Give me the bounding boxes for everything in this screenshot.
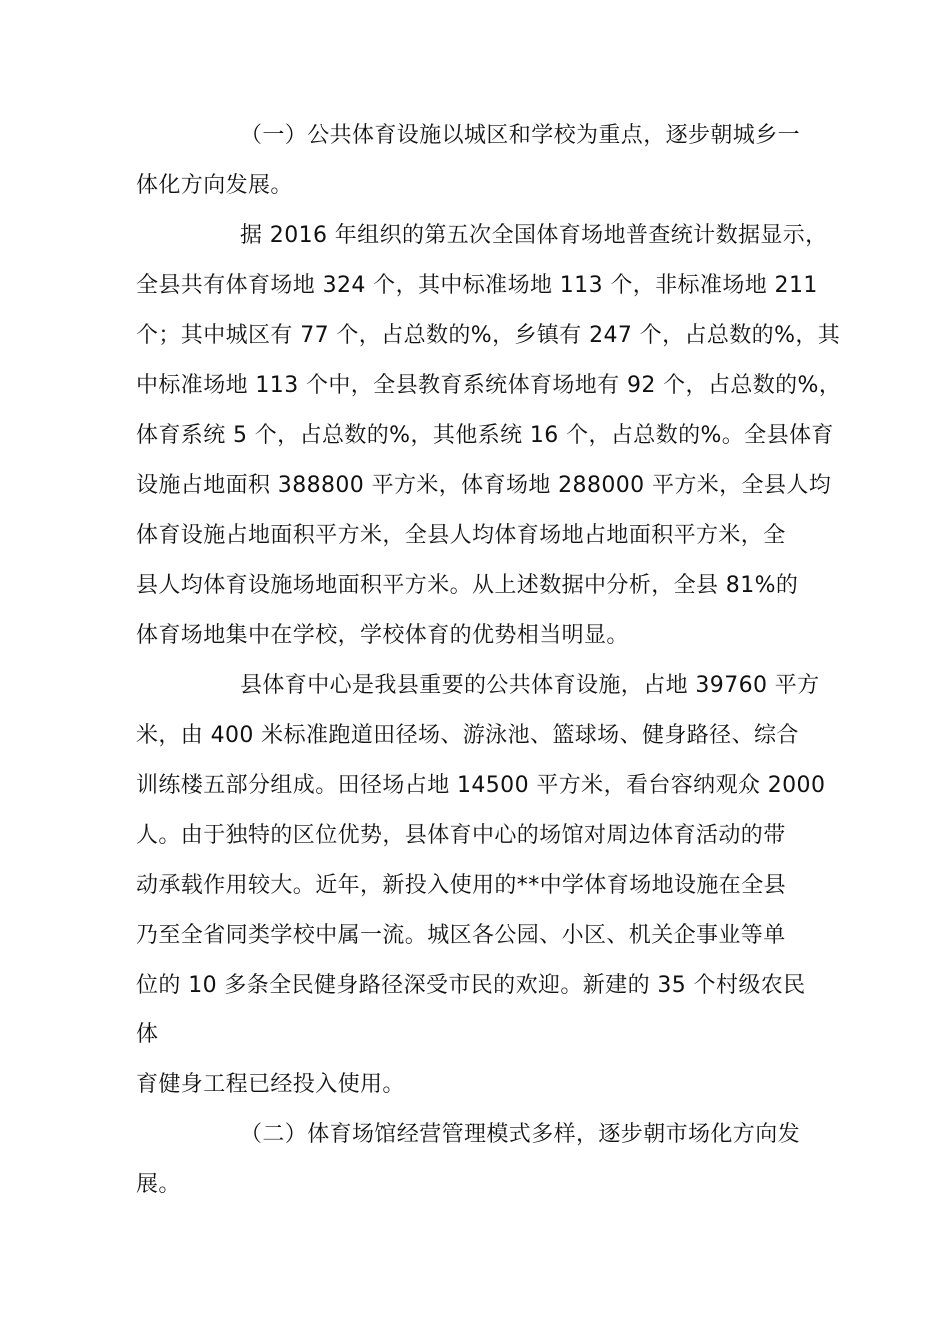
paragraph-line: 位的 10 多条全民健身路径深受市民的欢迎。新建的 35 个村级农民 bbox=[136, 973, 806, 998]
paragraph-line: 米，由 400 米标准跑道田径场、游泳池、篮球场、健身路径、综合 bbox=[136, 723, 799, 748]
paragraph-line: 体育系统 5 个，占总数的%，其他系统 16 个，占总数的%。全县体育 bbox=[136, 423, 834, 448]
paragraph-line: 育健身工程已经投入使用。 bbox=[136, 1072, 405, 1097]
paragraph-line: 设施占地面积 388800 平方米，体育场地 288000 平方米，全县人均 bbox=[136, 473, 832, 498]
paragraph-line: 全县共有体育场地 324 个，其中标准场地 113 个，非标准场地 211 bbox=[136, 273, 818, 298]
paragraph-line: 据 2016 年组织的第五次全国体育场地普查统计数据显示， bbox=[240, 223, 828, 248]
section-heading-1-cont: 体化方向发展。 bbox=[136, 173, 293, 198]
paragraph-line: 人。由于独特的区位优势，县体育中心的场馆对周边体育活动的带 bbox=[136, 823, 786, 848]
section-heading-1: （一）公共体育设施以城区和学校为重点，逐步朝城乡一 bbox=[240, 123, 801, 148]
paragraph-line: 体 bbox=[136, 1022, 159, 1047]
section-heading-2-cont: 展。 bbox=[136, 1172, 181, 1197]
paragraph-line: 训练楼五部分组成。田径场占地 14500 平方米，看台容纳观众 2000 bbox=[136, 773, 826, 798]
paragraph-line: 县体育中心是我县重要的公共体育设施，占地 39760 平方 bbox=[240, 673, 820, 698]
paragraph-line: 县人均体育设施场地面积平方米。从上述数据中分析，全县 81%的 bbox=[136, 573, 799, 598]
paragraph-line: 体育场地集中在学校，学校体育的优势相当明显。 bbox=[136, 623, 629, 648]
paragraph-line: 乃至全省同类学校中属一流。城区各公园、小区、机关企事业等单 bbox=[136, 923, 786, 948]
paragraph-line: 体育设施占地面积平方米，全县人均体育场地占地面积平方米，全 bbox=[136, 523, 786, 548]
paragraph-line: 动承载作用较大。近年，新投入使用的**中学体育场地设施在全县 bbox=[136, 873, 787, 898]
paragraph-line: 中标准场地 113 个中，全县教育系统体育场地有 92 个，占总数的%， bbox=[136, 373, 842, 398]
paragraph-line: 个；其中城区有 77 个，占总数的%，乡镇有 247 个，占总数的%，其 bbox=[136, 323, 841, 348]
section-heading-2: （二）体育场馆经营管理模式多样，逐步朝市场化方向发 bbox=[240, 1122, 801, 1147]
